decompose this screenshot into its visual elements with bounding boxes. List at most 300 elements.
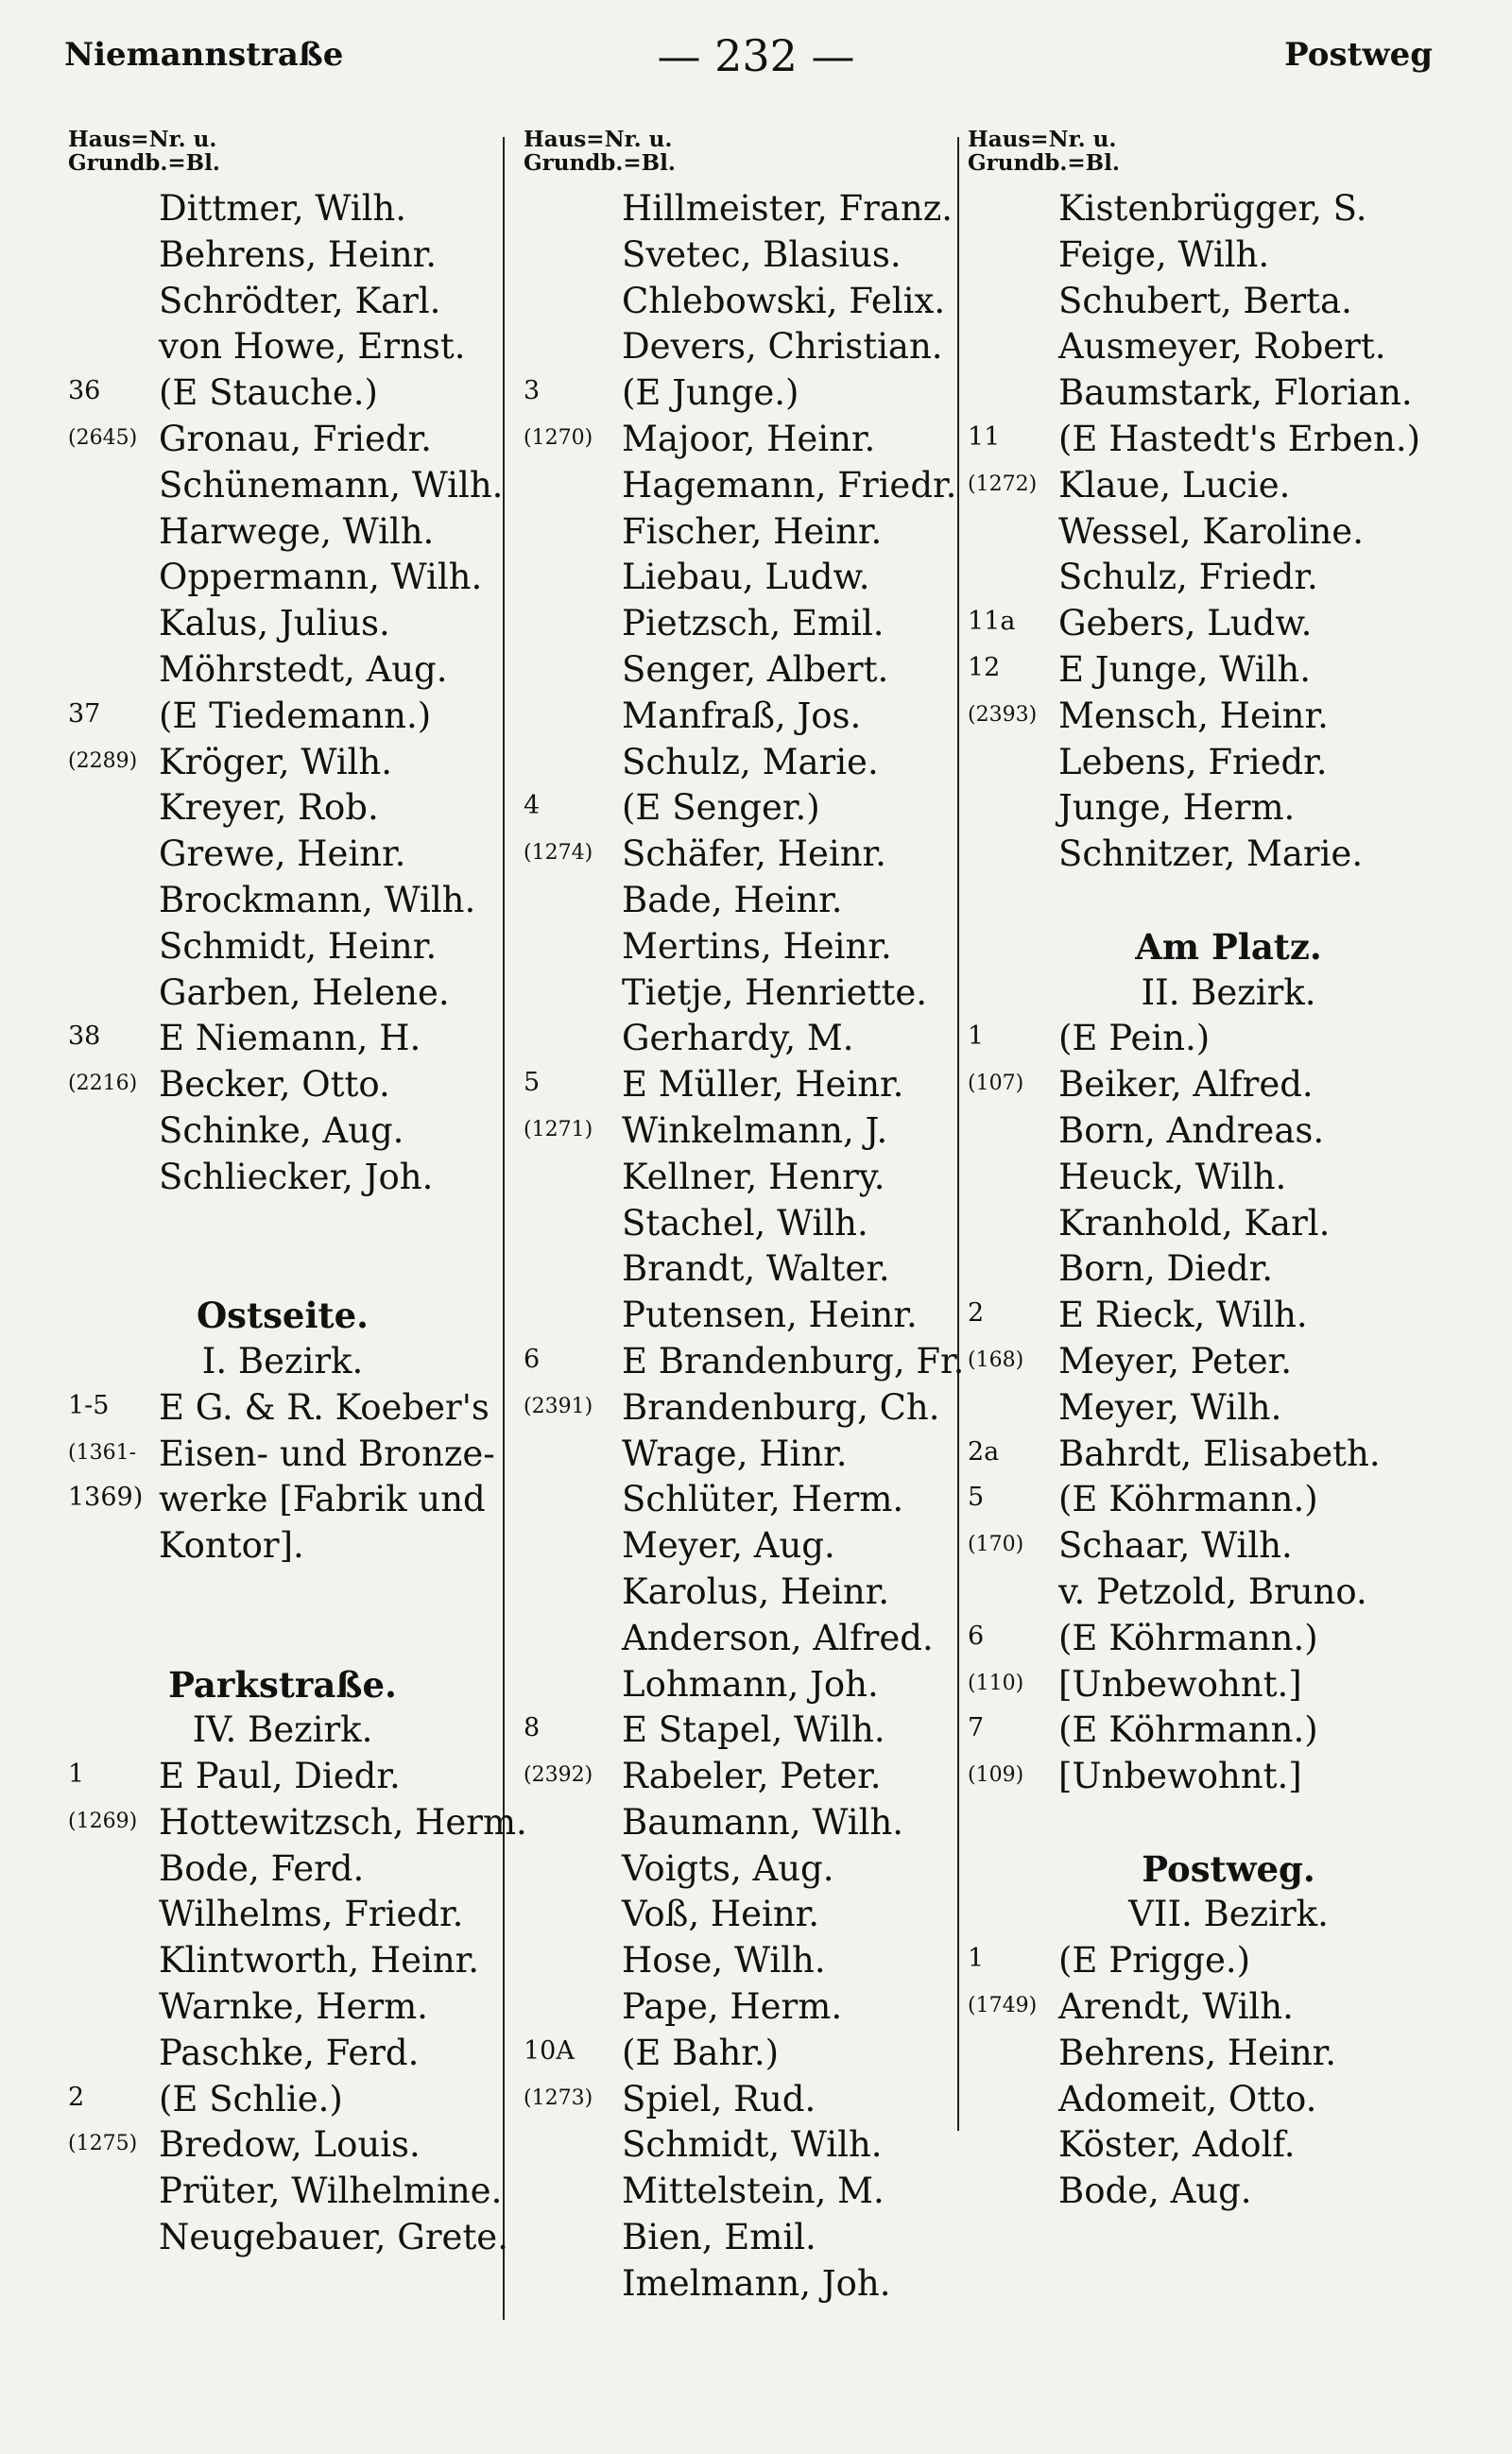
land-register-number: (1269) (68, 1809, 138, 1833)
address-entry (520, 2213, 954, 2259)
address-entry (64, 1890, 501, 1936)
resident-name: Junge, Herm. (1058, 787, 1296, 829)
address-entry (520, 1890, 954, 1936)
address-entry (520, 507, 954, 554)
resident-name: Hillmeister, Franz. (622, 188, 953, 229)
resident-name: Klintworth, Heinr. (159, 1940, 480, 1982)
district-name: II. Bezirk. (1141, 971, 1316, 1013)
resident-name: Karolus, Heinr. (622, 1570, 890, 1612)
address-entry (520, 1982, 954, 2029)
resident-name: E G. & R. Koeber's (159, 1386, 490, 1428)
resident-name: Bredow, Louis. (159, 2124, 421, 2166)
house-number: 2 (68, 2082, 85, 2112)
resident-name: Beiker, Alfred. (1058, 1064, 1314, 1106)
resident-name: Schliecker, Joh. (159, 1156, 434, 1197)
address-entry (64, 322, 501, 369)
page-number: — 232 — (657, 30, 855, 81)
address-entry (520, 1337, 965, 1383)
address-entry (964, 1383, 1493, 1430)
resident-name: Chlebowski, Felix. (622, 280, 946, 321)
address-entry (64, 2075, 501, 2121)
address-entry (64, 599, 501, 645)
house-number: 2 (968, 1298, 985, 1329)
house-number: 12 (968, 652, 1001, 682)
resident-name: Baumann, Wilh. (622, 1801, 904, 1843)
land-register-number: (1275) (68, 2132, 138, 2156)
address-entry (964, 1568, 1493, 1614)
address-entry (520, 1660, 954, 1707)
column-header (524, 128, 954, 184)
street-name: Postweg. (1142, 1847, 1315, 1890)
address-entry (64, 369, 501, 415)
address-entry (64, 1798, 527, 1845)
district-heading (64, 1706, 501, 1752)
resident-name: Baumstark, Florian. (1058, 372, 1413, 414)
house-number: 4 (524, 791, 541, 821)
resident-name: Eisen- und Bronze- (159, 1433, 495, 1474)
resident-name: Ausmeyer, Robert. (1058, 326, 1386, 368)
address-entry (964, 1752, 1493, 1798)
address-entry (964, 830, 1493, 876)
house-number: 6 (524, 1344, 541, 1374)
resident-name: von Howe, Ernst. (159, 326, 466, 368)
resident-name: Hottewitzsch, Herm. (159, 1801, 527, 1843)
house-number: 1 (968, 1944, 985, 1974)
land-register-number: (2289) (68, 748, 138, 773)
house-number: 38 (68, 1021, 101, 1052)
land-register-number: (2393) (968, 702, 1038, 727)
spacer (964, 1798, 1493, 1845)
spacer (64, 1244, 501, 1291)
resident-name: (E Senger.) (622, 787, 820, 829)
resident-name: Imelmann, Joh. (622, 2262, 891, 2304)
resident-name: Meyer, Peter. (1058, 1340, 1293, 1381)
address-entry (64, 783, 501, 830)
resident-name: Liebau, Ludw. (622, 557, 870, 598)
address-entry (520, 322, 954, 369)
address-entry (964, 1706, 1493, 1752)
address-entry (520, 738, 954, 784)
address-entry (64, 969, 501, 1015)
street-heading (964, 922, 1493, 969)
address-entry (964, 692, 1493, 738)
resident-name: Svetec, Blasius. (622, 233, 902, 275)
resident-name: (E Schlie.) (159, 2078, 343, 2119)
address-entry (520, 783, 954, 830)
address-entry (964, 2029, 1493, 2075)
resident-name: Bien, Emil. (622, 2217, 816, 2258)
resident-name: Lebens, Friedr. (1058, 741, 1328, 782)
address-entry (64, 277, 501, 323)
address-entry (964, 507, 1493, 554)
resident-name: Manfraß, Jos. (622, 695, 862, 736)
address-entry (964, 1107, 1493, 1153)
address-entry (964, 1936, 1493, 1982)
spacer (64, 1568, 501, 1614)
resident-name: Pape, Herm. (622, 1986, 843, 2028)
land-register-number: (170) (968, 1533, 1024, 1557)
column-header-line: Haus=Nr. u. (524, 127, 673, 152)
resident-name: Wrage, Hinr. (622, 1433, 848, 1474)
resident-name: Bode, Aug. (1058, 2171, 1252, 2212)
resident-name: Behrens, Heinr. (1058, 2032, 1337, 2073)
resident-name: Kranhold, Karl. (1058, 1202, 1331, 1244)
resident-name: Wilhelms, Friedr. (159, 1894, 464, 1935)
land-register-number: (1273) (524, 2085, 593, 2110)
address-entry (964, 369, 1493, 415)
column-header-line: Grundb.=Bl. (968, 150, 1120, 176)
column-rule (503, 137, 505, 2320)
address-entry (520, 2167, 954, 2213)
land-register-number: (110) (968, 1671, 1024, 1695)
address-entry (520, 1383, 954, 1430)
house-number: 2a (968, 1436, 1000, 1467)
address-entry (64, 922, 501, 969)
address-entry (964, 461, 1493, 507)
resident-name: werke [Fabrik und (159, 1479, 486, 1520)
address-entry (64, 1060, 501, 1107)
resident-name: Schulz, Marie. (622, 741, 879, 782)
resident-name: E Stapel, Wilh. (622, 1709, 885, 1751)
address-entry (520, 2120, 954, 2167)
resident-name: Voigts, Aug. (622, 1847, 834, 1889)
address-entry (964, 277, 1493, 323)
house-number: 10A (524, 2035, 575, 2066)
resident-name: Schulz, Friedr. (1058, 557, 1318, 598)
address-entry (964, 2120, 1493, 2167)
resident-name: Tietje, Henriette. (622, 971, 927, 1013)
address-entry (520, 1014, 954, 1060)
address-entry (520, 1752, 954, 1798)
resident-name: Oppermann, Wilh. (159, 557, 483, 598)
resident-name: Kreyer, Rob. (159, 787, 379, 829)
resident-name: Schrödter, Karl. (159, 280, 441, 321)
address-entry (64, 1936, 501, 1982)
house-number: 7 (968, 1713, 985, 1743)
address-entry (64, 2167, 501, 2213)
address-entry (520, 1291, 954, 1337)
address-entry (964, 415, 1493, 461)
house-number: 8 (524, 1713, 541, 1743)
address-entry (964, 2167, 1493, 2213)
address-entry (64, 1982, 501, 2029)
address-entry (520, 1798, 954, 1845)
resident-name: Stachel, Wilh. (622, 1202, 868, 1244)
column-header (68, 128, 501, 184)
address-entry (520, 1614, 954, 1660)
address-entry (520, 415, 954, 461)
address-entry (520, 1153, 954, 1199)
land-register-number: (109) (968, 1763, 1024, 1788)
address-column-2 (520, 127, 965, 2306)
resident-name: Born, Andreas. (1058, 1109, 1325, 1151)
resident-name: Neugebauer, Grete. (159, 2217, 508, 2258)
address-entry (520, 369, 954, 415)
resident-name: E Rieck, Wilh. (1058, 1295, 1308, 1336)
address-entry (520, 1936, 954, 1982)
resident-name: (E Bahr.) (622, 2032, 780, 2073)
running-head-right: Postweg (1284, 36, 1433, 74)
address-entry (520, 277, 954, 323)
street-name: Am Platz. (1135, 925, 1322, 968)
street-name: Parkstraße. (168, 1663, 397, 1706)
resident-name: [Unbewohnt.] (1058, 1663, 1302, 1705)
address-column-3 (964, 128, 1493, 2213)
land-register-number: (1361- (68, 1440, 137, 1465)
address-entry (964, 553, 1493, 599)
resident-name: Möhrstedt, Aug. (159, 648, 448, 690)
resident-name: Schaar, Wilh. (1058, 1525, 1293, 1567)
house-number: 1 (68, 1759, 85, 1790)
address-entry (520, 2075, 954, 2121)
resident-name: Meyer, Wilh. (1058, 1386, 1282, 1428)
resident-name: Behrens, Heinr. (159, 233, 438, 275)
resident-name: (E Köhrmann.) (1058, 1617, 1318, 1658)
resident-name: Hose, Wilh. (622, 1940, 826, 1982)
address-entry (64, 1475, 501, 1521)
address-entry (964, 783, 1493, 830)
resident-name: Kalus, Julius. (159, 603, 390, 644)
land-register-number: (1271) (524, 1117, 593, 1141)
address-entry (964, 738, 1493, 784)
resident-name: Voß, Heinr. (622, 1894, 820, 1935)
house-number: 1-5 (68, 1390, 110, 1420)
resident-name: Anderson, Alfred. (622, 1617, 934, 1658)
resident-name: Kellner, Henry. (622, 1156, 885, 1197)
address-entry (520, 1060, 954, 1107)
address-entry (520, 553, 954, 599)
land-register-number: (1272) (968, 472, 1038, 496)
resident-name: Born, Diedr. (1058, 1248, 1273, 1290)
resident-name: Meyer, Aug. (622, 1525, 835, 1567)
land-register-number: (168) (968, 1347, 1024, 1372)
address-entry (64, 1430, 501, 1476)
address-entry (964, 1291, 1493, 1337)
spacer (64, 1199, 501, 1245)
address-entry (64, 231, 501, 277)
resident-name: Schinke, Aug. (159, 1109, 404, 1151)
address-entry (964, 645, 1493, 692)
column-header-line: Haus=Nr. u. (968, 127, 1117, 152)
column-header-line: Grundb.=Bl. (524, 150, 676, 176)
house-number: 5 (524, 1068, 541, 1098)
address-entry (520, 830, 954, 876)
resident-name: Dittmer, Wilh. (159, 188, 406, 229)
house-number: 5 (968, 1483, 985, 1513)
address-entry (64, 1521, 501, 1568)
house-number: 11a (968, 607, 1016, 637)
address-entry (520, 231, 954, 277)
resident-name: E Junge, Wilh. (1058, 648, 1312, 690)
resident-name: Schnitzer, Marie. (1058, 833, 1364, 875)
address-entry (964, 1060, 1493, 1107)
address-entry (520, 922, 954, 969)
address-entry (964, 184, 1493, 231)
resident-name: Senger, Albert. (622, 648, 889, 690)
resident-name: Bade, Heinr. (622, 879, 843, 920)
address-entry (64, 1153, 501, 1199)
resident-name: (E Köhrmann.) (1058, 1479, 1318, 1520)
address-entry (64, 2029, 501, 2075)
address-entry (964, 1153, 1493, 1199)
resident-name: Garben, Helene. (159, 971, 450, 1013)
address-entry (520, 1107, 954, 1153)
resident-name: (E Pein.) (1058, 1018, 1211, 1059)
resident-name: (E Prigge.) (1058, 1940, 1251, 1982)
resident-name: Warnke, Herm. (159, 1986, 428, 2028)
address-entry (64, 1383, 501, 1430)
address-entry (964, 2075, 1493, 2121)
resident-name: Feige, Wilh. (1058, 233, 1270, 275)
land-register-number: (2645) (68, 425, 138, 450)
address-entry (64, 553, 501, 599)
address-entry (64, 461, 504, 507)
district-heading (64, 1337, 501, 1383)
resident-name: Gerhardy, M. (622, 1018, 854, 1059)
address-entry (964, 1337, 1493, 1383)
address-entry (520, 876, 954, 922)
resident-name: (E Köhrmann.) (1058, 1709, 1318, 1751)
resident-name: Brandenburg, Ch. (622, 1386, 940, 1428)
address-entry (964, 322, 1493, 369)
resident-name: (E Junge.) (622, 372, 799, 414)
resident-name: Putensen, Heinr. (622, 1295, 918, 1336)
resident-name: Schmidt, Heinr. (159, 925, 438, 967)
address-entry (964, 1521, 1493, 1568)
address-entry (964, 1014, 1493, 1060)
address-entry (520, 184, 954, 231)
district-heading (964, 969, 1493, 1015)
resident-name: (E Tiedemann.) (159, 695, 432, 736)
address-entry (964, 1430, 1493, 1476)
street-heading (64, 1291, 501, 1337)
resident-name: Gronau, Friedr. (159, 418, 432, 459)
address-entry (520, 1706, 954, 1752)
resident-name: Grewe, Heinr. (159, 833, 406, 875)
house-number: 11 (968, 421, 1001, 452)
resident-name: Bode, Ferd. (159, 1847, 365, 1889)
resident-name: Brockmann, Wilh. (159, 879, 476, 920)
address-entry (64, 184, 501, 231)
address-entry (520, 1521, 954, 1568)
resident-name: Kontor]. (159, 1525, 304, 1567)
resident-name: Mertins, Heinr. (622, 925, 892, 967)
address-entry (964, 1614, 1493, 1660)
address-entry (964, 1244, 1493, 1291)
resident-name: Mensch, Heinr. (1058, 695, 1329, 736)
resident-name: Kistenbrügger, S. (1058, 188, 1367, 229)
address-entry (520, 2029, 954, 2075)
resident-name: Schäfer, Heinr. (622, 833, 886, 875)
resident-name: Devers, Christian. (622, 326, 943, 368)
land-register-number: (1274) (524, 841, 593, 866)
address-entry (64, 876, 501, 922)
street-heading (64, 1660, 501, 1707)
house-number: 6 (968, 1621, 985, 1651)
address-entry (964, 231, 1493, 277)
address-entry (64, 692, 501, 738)
resident-name: Prüter, Wilhelmine. (159, 2171, 503, 2212)
house-number: 36 (68, 376, 101, 406)
resident-name: [Unbewohnt.] (1058, 1756, 1302, 1797)
street-name: Ostseite. (196, 1295, 369, 1337)
spacer (64, 1614, 501, 1660)
house-number: 1 (968, 1021, 985, 1052)
resident-name: Mittelstein, M. (622, 2171, 885, 2212)
resident-name: Schmidt, Wilh. (622, 2124, 883, 2166)
address-entry (520, 692, 954, 738)
resident-name: E Niemann, H. (159, 1018, 421, 1059)
resident-name: E Brandenburg, Fr. (622, 1340, 965, 1381)
resident-name: Winkelmann, J. (622, 1109, 888, 1151)
address-entry (520, 461, 957, 507)
address-entry (64, 1752, 501, 1798)
land-register-number: (2391) (524, 1394, 593, 1418)
resident-name: Schünemann, Wilh. (159, 464, 504, 506)
address-entry (64, 1014, 501, 1060)
resident-name: Adomeit, Otto. (1058, 2078, 1317, 2119)
land-register-number: (2392) (524, 1763, 593, 1788)
address-entry (964, 1475, 1493, 1521)
house-number: 1369) (68, 1483, 144, 1513)
resident-name: (E Hastedt's Erben.) (1058, 418, 1421, 459)
resident-name: (E Stauche.) (159, 372, 378, 414)
address-entry (520, 1430, 954, 1476)
resident-name: Spiel, Rud. (622, 2078, 816, 2119)
address-entry (64, 1107, 501, 1153)
address-entry (964, 1660, 1493, 1707)
resident-name: Kröger, Wilh. (159, 741, 392, 782)
district-name: VII. Bezirk. (1128, 1894, 1329, 1935)
resident-name: Gebers, Ludw. (1058, 603, 1313, 644)
resident-name: Lohmann, Joh. (622, 1663, 879, 1705)
house-number: 3 (524, 376, 541, 406)
column-header (968, 128, 1493, 184)
running-head-left: Niemannstraße (64, 36, 344, 74)
address-entry (520, 1568, 954, 1614)
address-entry (64, 507, 501, 554)
address-entry (964, 599, 1493, 645)
address-entry (64, 2213, 508, 2259)
resident-name: Pietzsch, Emil. (622, 603, 885, 644)
resident-name: Schubert, Berta. (1058, 280, 1352, 321)
address-entry (520, 1199, 954, 1245)
column-header-line: Haus=Nr. u. (68, 127, 217, 152)
resident-name: E Müller, Heinr. (622, 1064, 904, 1106)
address-entry (64, 738, 501, 784)
spacer (964, 876, 1493, 922)
resident-name: Klaue, Lucie. (1058, 464, 1291, 506)
address-entry (520, 1475, 954, 1521)
resident-name: Schlüter, Herm. (622, 1479, 904, 1520)
district-name: IV. Bezirk. (192, 1709, 373, 1751)
resident-name: v. Petzold, Bruno. (1058, 1570, 1367, 1612)
resident-name: Hagemann, Friedr. (622, 464, 957, 506)
address-entry (520, 2259, 954, 2306)
address-entry (520, 599, 954, 645)
street-heading (964, 1845, 1493, 1891)
address-entry (64, 1845, 501, 1891)
resident-name: Rabeler, Peter. (622, 1756, 882, 1797)
resident-name: Brandt, Walter. (622, 1248, 890, 1290)
resident-name: Majoor, Heinr. (622, 418, 876, 459)
column-rule (957, 137, 959, 2131)
house-number: 37 (68, 698, 101, 729)
resident-name: Heuck, Wilh. (1058, 1156, 1287, 1197)
resident-name: Wessel, Karoline. (1058, 510, 1364, 552)
land-register-number: (107) (968, 1072, 1024, 1096)
address-entry (64, 645, 501, 692)
